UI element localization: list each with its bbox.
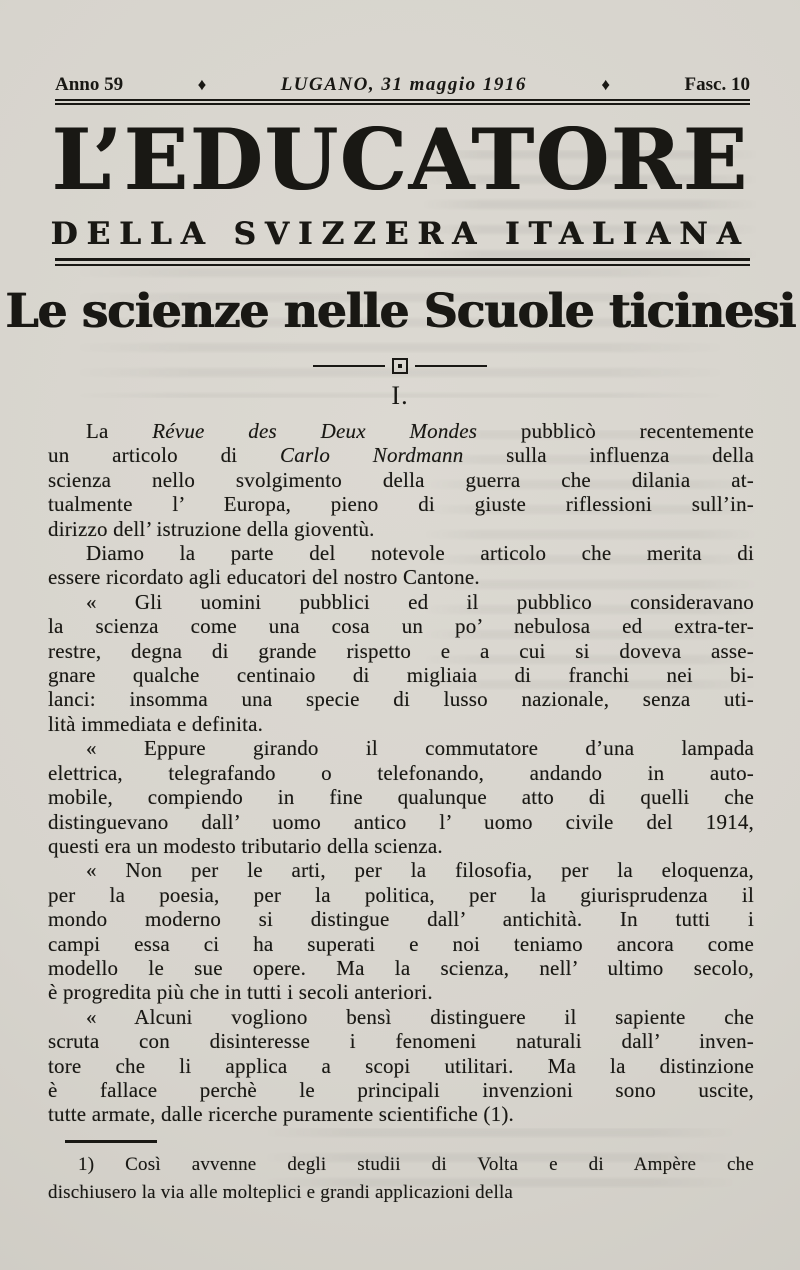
text-line: gnare qualche centinaio di migliaia di franchi nei bi- <box>48 663 754 688</box>
issue-number: Fasc. 10 <box>684 74 750 95</box>
divider-ornament <box>0 358 800 374</box>
text-line: questi era un modesto tributario della scienza. <box>48 833 443 858</box>
text-line: « Alcuni vogliono bensì distinguere il sapiente che <box>86 1004 754 1029</box>
text-line: « Non per le arti, per la filosofia, per la eloquenza, <box>86 858 754 883</box>
text-line: la scienza come una cosa un po’ nebulosa ed extra-ter- <box>48 614 754 639</box>
text-line: un articolo di Carlo Nordmann sulla influenza della <box>48 443 754 468</box>
body-paragraphs <box>48 419 754 1127</box>
page-header <box>55 74 750 96</box>
header-double-rule <box>55 99 750 105</box>
text-line: è fallace perchè le principali invenzioni sono uscite, <box>48 1077 754 1102</box>
text-line: scruta con disinteresse i fenomeni naturali dall’ inven- <box>48 1029 754 1054</box>
masthead-title: L’EDUCATORE <box>51 110 749 209</box>
paragraph <box>48 419 754 541</box>
text-line: mobile, compiendo in fine qualunque atto di quelli che <box>48 785 754 810</box>
paragraph <box>48 541 754 590</box>
text-line: è progredita più che in tutti i secoli anteriori. <box>48 980 433 1005</box>
text-line: « Eppure girando il commutatore d’una lampada <box>86 736 754 761</box>
text-line: dirizzo dell’ istruzione della gioventù. <box>48 516 375 541</box>
footnote-rule <box>65 1140 157 1143</box>
text-line: modello le sue opere. Ma la scienza, nell’ ultimo secolo, <box>48 955 754 980</box>
text-line: distinguevano dall’ uomo antico l’ uomo civile del 1914, <box>48 809 754 834</box>
article-title: Le scienze nelle Scuole ticinesi <box>5 284 795 339</box>
text-line: Diamo la parte del notevole articolo che merita di <box>86 541 754 566</box>
text-line: elettrica, telegrafando o telefonando, andando in auto- <box>48 760 754 785</box>
paragraph <box>48 736 754 858</box>
ornament-square-icon <box>392 358 408 374</box>
ornament-line <box>415 365 487 367</box>
diamond-icon: ♦ <box>601 75 611 94</box>
text-line: mondo moderno si distingue dall’ antichità. In tutti i <box>48 907 754 932</box>
text-line: scienza nello svolgimento della guerra che dilania at- <box>48 467 754 492</box>
footnote <box>48 1151 754 1207</box>
text-line: campi essa ci ha superati e noi teniamo ancora come <box>48 931 754 956</box>
paragraph <box>48 858 754 1004</box>
text-line: tutte armate, dalle ricerche puramente scientifiche (1). <box>48 1102 514 1127</box>
text-line: dischiusero la via alle molteplici e grandi applicazioni della <box>48 1182 514 1203</box>
text-line: La Révue des Deux Mondes pubblicò recentemente <box>86 419 755 443</box>
section-number: I. <box>391 381 409 410</box>
text-line: tualmente l’ Europa, pieno di giuste riflessioni sull’in- <box>48 492 754 517</box>
ornament-line <box>313 365 385 367</box>
text-line: « Gli uomini pubblici ed il pubblico consideravano <box>86 589 754 614</box>
paragraph <box>48 590 754 736</box>
text-line: restre, degna di grande rispetto e a cui si doveva asse- <box>48 638 754 663</box>
text-line: per la poesia, per la politica, per la giurisprudenza il <box>48 882 754 907</box>
text-line: 1) Così avvenne degli studii di Volta e di Ampère che <box>78 1154 754 1175</box>
issue-year: Anno 59 <box>55 74 124 95</box>
text-line: essere ricordato agli educatori del nostro Cantone. <box>48 565 480 590</box>
text-line: lità immediata e definita. <box>48 711 264 736</box>
text-line: tore che li applica a scopi utilitari. Ma la distinzione <box>48 1053 754 1078</box>
diamond-icon: ♦ <box>197 75 207 94</box>
paragraph <box>48 1005 754 1127</box>
place-and-date: LUGANO, 31 maggio 1916 <box>280 74 527 95</box>
masthead-double-rule <box>55 258 750 266</box>
text-line: lanci: insomma una specie di lusso nazionale, senza uti- <box>48 687 754 712</box>
masthead-subtitle: DELLA SVIZZERA ITALIANA <box>50 216 750 252</box>
